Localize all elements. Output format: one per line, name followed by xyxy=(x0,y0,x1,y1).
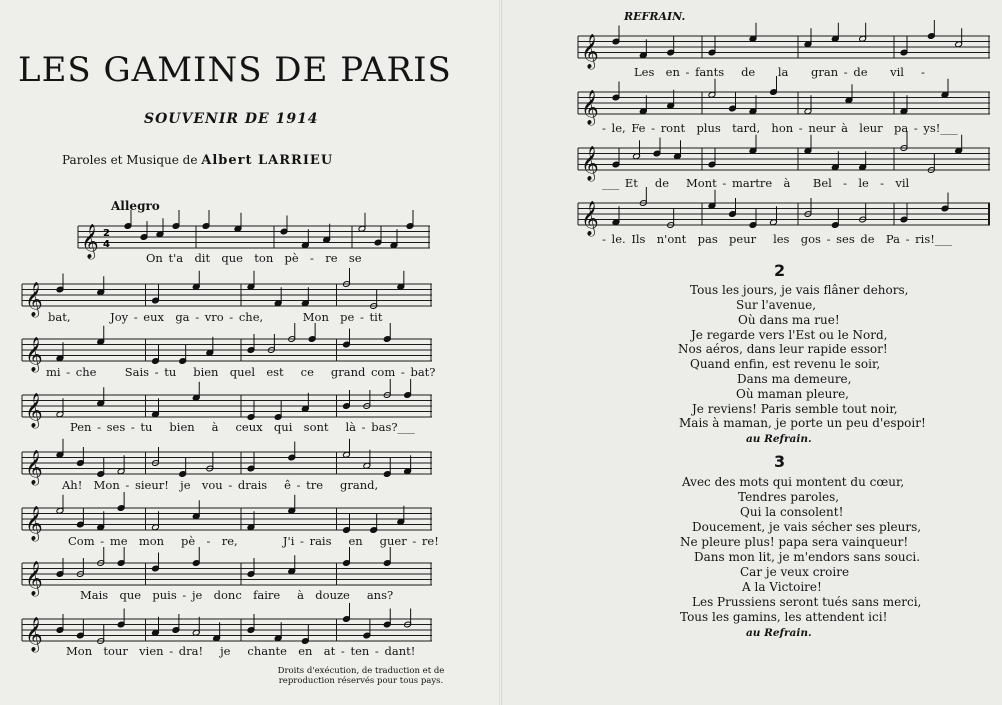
music-staff xyxy=(578,26,990,68)
lyric-line: ___ Et de Mont - martre à Bel - le - vil xyxy=(602,176,910,190)
music-note xyxy=(56,342,64,361)
music-note xyxy=(288,323,296,342)
music-note xyxy=(343,268,351,287)
music-note xyxy=(192,547,200,566)
rights-notice xyxy=(276,666,446,686)
music-note xyxy=(247,401,255,420)
music-note xyxy=(274,401,282,420)
music-note xyxy=(941,79,949,98)
stanza-line: A la Victoire! xyxy=(742,580,822,594)
music-note xyxy=(117,547,125,566)
music-note xyxy=(56,495,64,514)
music-note xyxy=(363,390,371,409)
music-note xyxy=(56,274,64,293)
music-note xyxy=(202,210,210,229)
stanza-line: Sur l'avenue, xyxy=(736,298,817,312)
refrain-label: REFRAIN. xyxy=(624,10,686,23)
stanza-line: Les Prussiens seront tués sans merci, xyxy=(692,595,922,609)
stanza-line: Tendres paroles, xyxy=(738,490,840,504)
music-note xyxy=(274,287,282,306)
treble-clef-icon: 𝄞 xyxy=(581,201,599,236)
music-note xyxy=(97,387,105,406)
lyric-line: Les en - fants de la gran - de vil - xyxy=(634,65,925,79)
music-note xyxy=(804,28,812,47)
music-note xyxy=(152,285,160,304)
stanza-line: Quand enfin, est revenu le soir, xyxy=(690,357,881,371)
music-note xyxy=(140,221,148,240)
stanza-line: Tous les jours, je vais flâner dehors, xyxy=(690,283,909,297)
music-note xyxy=(729,93,737,112)
music-note xyxy=(639,39,647,58)
music-note xyxy=(288,442,296,461)
treble-clef-icon: 𝄞 xyxy=(581,146,599,181)
stanza-3 xyxy=(672,452,992,645)
music-note xyxy=(192,382,200,401)
lyric-line: Pen - ses - tu bien à ceux qui sont là - bas?___ xyxy=(70,420,415,434)
music-note xyxy=(97,511,105,530)
music-note xyxy=(383,379,391,398)
music-note xyxy=(831,209,839,228)
music-note xyxy=(749,209,757,228)
music-note xyxy=(247,453,255,472)
song-subtitle: SOUVENIR DE 1914 xyxy=(144,111,319,127)
music-note xyxy=(343,514,351,533)
music-note xyxy=(358,213,366,232)
music-note xyxy=(927,154,935,173)
music-note xyxy=(288,555,296,574)
music-note xyxy=(708,37,716,56)
music-staff xyxy=(578,193,990,235)
music-note xyxy=(152,511,160,530)
music-note xyxy=(941,193,949,212)
music-note xyxy=(831,151,839,170)
music-note xyxy=(97,458,105,477)
music-note xyxy=(192,617,200,636)
music-note xyxy=(639,95,647,114)
tempo-marking: Allegro xyxy=(111,199,160,213)
music-note xyxy=(955,135,963,154)
music-note xyxy=(955,28,963,47)
refrain-instruction: au Refrain. xyxy=(746,627,812,639)
song-title: LES GAMINS DE PARIS xyxy=(18,50,452,90)
music-note xyxy=(370,514,378,533)
music-note xyxy=(674,140,682,159)
music-note xyxy=(280,216,288,235)
music-note xyxy=(390,229,398,248)
music-note xyxy=(97,326,105,345)
stanza-line: Qui la consolent! xyxy=(740,505,844,519)
stanza-number: 3 xyxy=(774,452,786,471)
music-note xyxy=(374,227,382,246)
music-note xyxy=(172,210,180,229)
credits xyxy=(62,153,333,168)
lyric-line: - le, Fe - ront plus tard, hon - neur à leur pa - ys!___ xyxy=(602,121,958,135)
stanza-line: Doucement, je vais sécher ses pleurs, xyxy=(692,520,922,534)
music-note xyxy=(192,271,200,290)
music-note xyxy=(56,614,64,633)
music-note xyxy=(76,620,84,639)
lyric-line: On t'a dit que ton pè - re se xyxy=(146,251,362,265)
music-note xyxy=(749,95,757,114)
lyric-line: Mais que puis - je donc faire à douze ans? xyxy=(80,588,394,602)
lyric-line: bat, Joy - eux ga - vro - che, Mon pe - tit xyxy=(48,310,383,324)
treble-clef-icon: 𝄞 xyxy=(25,337,43,372)
treble-clef-icon: 𝄞 xyxy=(25,282,43,317)
stanza-line: Dans ma demeure, xyxy=(737,372,852,386)
rights-line: Droits d'exécution, de traduction et de xyxy=(277,666,445,676)
staff-lines xyxy=(578,138,990,180)
music-note xyxy=(206,337,214,356)
music-note xyxy=(152,617,160,636)
treble-clef-icon: 𝄞 xyxy=(25,506,43,541)
music-note xyxy=(192,500,200,519)
music-note xyxy=(708,149,716,168)
treble-clef-icon: 𝄞 xyxy=(81,224,99,259)
music-note xyxy=(612,26,620,45)
music-note xyxy=(612,149,620,168)
music-note xyxy=(859,151,867,170)
music-note xyxy=(152,553,160,572)
stanza-line: Je reviens! Paris semble tout noir, xyxy=(692,402,898,416)
music-note xyxy=(343,329,351,348)
music-note xyxy=(247,271,255,290)
treble-clef-icon: 𝄞 xyxy=(25,561,43,596)
music-note xyxy=(97,276,105,295)
stanza-line: Où maman pleure, xyxy=(736,387,849,401)
music-note xyxy=(612,82,620,101)
stanza-line: Où dans ma rue! xyxy=(738,313,840,327)
music-note xyxy=(397,506,405,525)
music-note xyxy=(633,140,641,159)
music-note xyxy=(343,603,351,622)
music-note xyxy=(247,558,255,577)
music-note xyxy=(404,609,412,628)
credits-prefix: Paroles et Musique de xyxy=(62,153,198,167)
lyric-line: Mon tour vien - dra! je chante en at - ten - dant! xyxy=(66,644,416,658)
music-note xyxy=(76,558,84,577)
time-signature-bottom: 4 xyxy=(103,239,110,250)
music-note xyxy=(172,614,180,633)
refrain-instruction: au Refrain. xyxy=(746,433,812,445)
music-note xyxy=(363,450,371,469)
music-note xyxy=(612,206,620,225)
music-note xyxy=(267,334,275,353)
music-note xyxy=(667,37,675,56)
music-note xyxy=(383,547,391,566)
music-note xyxy=(370,290,378,309)
music-note xyxy=(288,495,296,514)
stanza-2 xyxy=(672,261,992,454)
time-signature-top: 2 xyxy=(103,228,110,239)
music-note xyxy=(667,90,675,109)
stanza-line: Je regarde vers l'Est ou le Nord, xyxy=(691,328,888,342)
lyric-line: Com - me mon pè - re, J'i - rais en guer - re! xyxy=(68,534,439,548)
stanza-line: Avec des mots qui montent du cœur, xyxy=(682,475,905,489)
rights-line: reproduction réservés pour tous pays. xyxy=(278,676,444,686)
music-note xyxy=(301,287,309,306)
music-staff xyxy=(578,82,990,124)
music-note xyxy=(308,323,316,342)
music-note xyxy=(397,271,405,290)
staff-lines xyxy=(578,193,990,235)
music-note xyxy=(152,398,160,417)
music-note xyxy=(247,511,255,530)
music-note xyxy=(900,95,908,114)
music-note xyxy=(247,334,255,353)
treble-clef-icon: 𝄞 xyxy=(25,617,43,652)
music-note xyxy=(274,622,282,641)
music-note xyxy=(729,198,737,217)
music-note xyxy=(804,198,812,217)
music-note xyxy=(117,492,125,511)
music-note xyxy=(859,204,867,223)
music-note xyxy=(179,345,187,364)
stanza-line: Ne pleure plus! papa sera vainqueur! xyxy=(680,535,909,549)
music-note xyxy=(301,393,309,412)
staff-lines xyxy=(578,82,990,124)
stanza-line: Mais à maman, je porte un peu d'espoir! xyxy=(679,416,926,430)
music-note xyxy=(213,622,221,641)
stanza-number: 2 xyxy=(774,261,786,280)
music-note xyxy=(653,138,661,157)
music-note xyxy=(247,614,255,633)
staff-lines xyxy=(578,26,990,68)
music-note xyxy=(831,23,839,42)
music-note xyxy=(749,135,757,154)
music-note xyxy=(927,20,935,39)
music-note xyxy=(859,23,867,42)
stanza-line: Car je veux croire xyxy=(740,565,850,579)
music-note xyxy=(56,439,64,458)
music-note xyxy=(804,135,812,154)
music-note xyxy=(56,558,64,577)
music-note xyxy=(900,37,908,56)
music-note xyxy=(343,439,351,458)
music-note xyxy=(301,229,309,248)
music-note xyxy=(323,224,331,243)
music-note xyxy=(117,455,125,474)
lyric-line: Ah! Mon - sieur! je vou - drais ê - tre grand, xyxy=(62,478,379,492)
music-note xyxy=(117,609,125,628)
music-note xyxy=(152,345,160,364)
music-note xyxy=(404,455,412,474)
music-note xyxy=(343,390,351,409)
treble-clef-icon: 𝄞 xyxy=(25,393,43,428)
music-note xyxy=(406,210,414,229)
music-note xyxy=(179,458,187,477)
music-note xyxy=(900,204,908,223)
music-note xyxy=(404,379,412,398)
stanza-line: Nos aéros, dans leur rapide essor! xyxy=(678,342,888,356)
lyric-line: mi - che Sais - tu bien quel est ce grand com - bat? xyxy=(46,365,436,379)
music-note xyxy=(804,95,812,114)
music-note xyxy=(383,323,391,342)
music-note xyxy=(97,547,105,566)
treble-clef-icon: 𝄞 xyxy=(581,34,599,69)
treble-clef-icon: 𝄞 xyxy=(581,90,599,125)
music-note xyxy=(76,447,84,466)
music-note xyxy=(708,79,716,98)
music-note xyxy=(749,23,757,42)
music-note xyxy=(667,209,675,228)
music-note xyxy=(301,625,309,644)
treble-clef-icon: 𝄞 xyxy=(25,450,43,485)
music-note xyxy=(383,609,391,628)
music-note xyxy=(56,398,64,417)
music-note xyxy=(97,625,105,644)
right-page xyxy=(501,0,1002,705)
stanza-line: Tous les gamins, les attendent ici! xyxy=(680,610,888,624)
music-note xyxy=(156,218,164,237)
stanza-line: Dans mon lit, je m'endors sans souci. xyxy=(694,550,921,564)
music-note xyxy=(708,190,716,209)
music-note xyxy=(343,547,351,566)
music-note xyxy=(206,453,214,472)
music-note xyxy=(383,458,391,477)
music-note xyxy=(770,206,778,225)
music-note xyxy=(845,84,853,103)
music-note xyxy=(234,213,242,232)
lyric-line: - le. Ils n'ont pas peur les gos - ses de Pa - ris!___ xyxy=(602,232,953,246)
music-note xyxy=(152,447,160,466)
music-note xyxy=(363,620,371,639)
author-name: Albert LARRIEU xyxy=(201,153,334,168)
music-staff xyxy=(578,138,990,180)
music-note xyxy=(76,509,84,528)
